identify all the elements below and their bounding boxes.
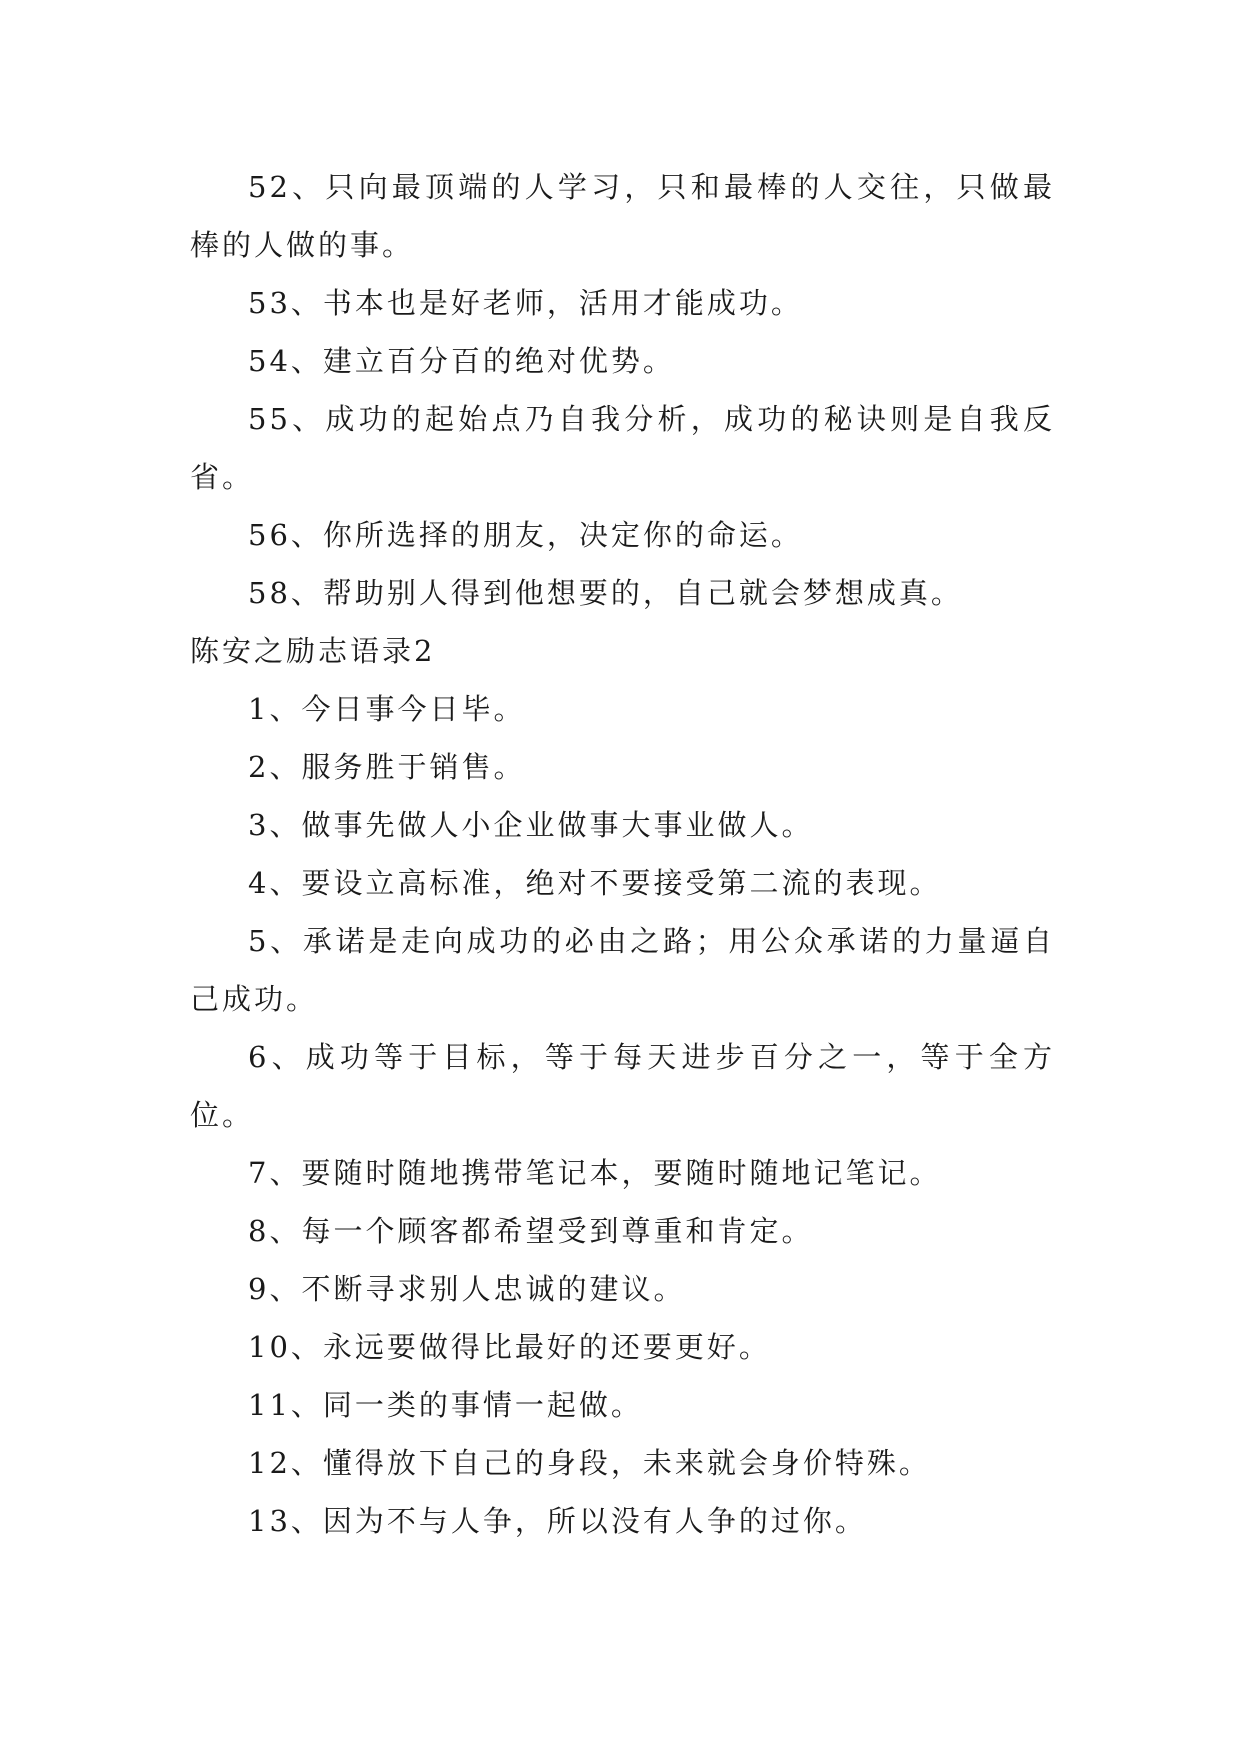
quote-paragraph: 6、成功等于目标，等于每天进步百分之一，等于全方位。 <box>190 1040 1055 1132</box>
quote-paragraph: 4、要设立高标准，绝对不要接受第二流的表现。 <box>248 866 942 900</box>
quote-paragraph: 52、只向最顶端的人学习，只和最棒的人交往，只做最棒的人做的事。 <box>190 170 1055 262</box>
quote-paragraph: 5、承诺是走向成功的必由之路；用公众承诺的力量逼自己成功。 <box>190 924 1055 1016</box>
quote-paragraph: 54、建立百分百的绝对优势。 <box>248 344 675 378</box>
quote-paragraph: 12、懂得放下自己的身段，未来就会身价特殊。 <box>248 1446 931 1480</box>
quote-paragraph: 7、要随时随地携带笔记本，要随时随地记笔记。 <box>248 1156 942 1190</box>
quote-paragraph: 1、今日事今日毕。 <box>248 692 526 726</box>
quote-paragraph: 3、做事先做人小企业做事大事业做人。 <box>248 808 814 842</box>
quote-paragraph: 11、同一类的事情一起做。 <box>248 1388 643 1422</box>
quote-paragraph: 8、每一个顾客都希望受到尊重和肯定。 <box>248 1214 814 1248</box>
quote-paragraph: 55、成功的起始点乃自我分析，成功的秘诀则是自我反省。 <box>190 402 1055 494</box>
quote-paragraph: 56、你所选择的朋友，决定你的命运。 <box>248 518 803 552</box>
document-page <box>190 158 1055 1550</box>
quote-paragraph: 9、不断寻求别人忠诚的建议。 <box>248 1272 686 1306</box>
quote-paragraph: 53、书本也是好老师，活用才能成功。 <box>248 286 803 320</box>
quote-paragraph: 2、服务胜于销售。 <box>248 750 526 784</box>
quote-paragraph: 58、帮助别人得到他想要的，自己就会梦想成真。 <box>248 576 963 610</box>
quote-paragraph: 10、永远要做得比最好的还要更好。 <box>248 1330 771 1364</box>
quote-paragraph: 13、因为不与人争，所以没有人争的过你。 <box>248 1504 867 1538</box>
section-heading: 陈安之励志语录2 <box>190 634 436 668</box>
